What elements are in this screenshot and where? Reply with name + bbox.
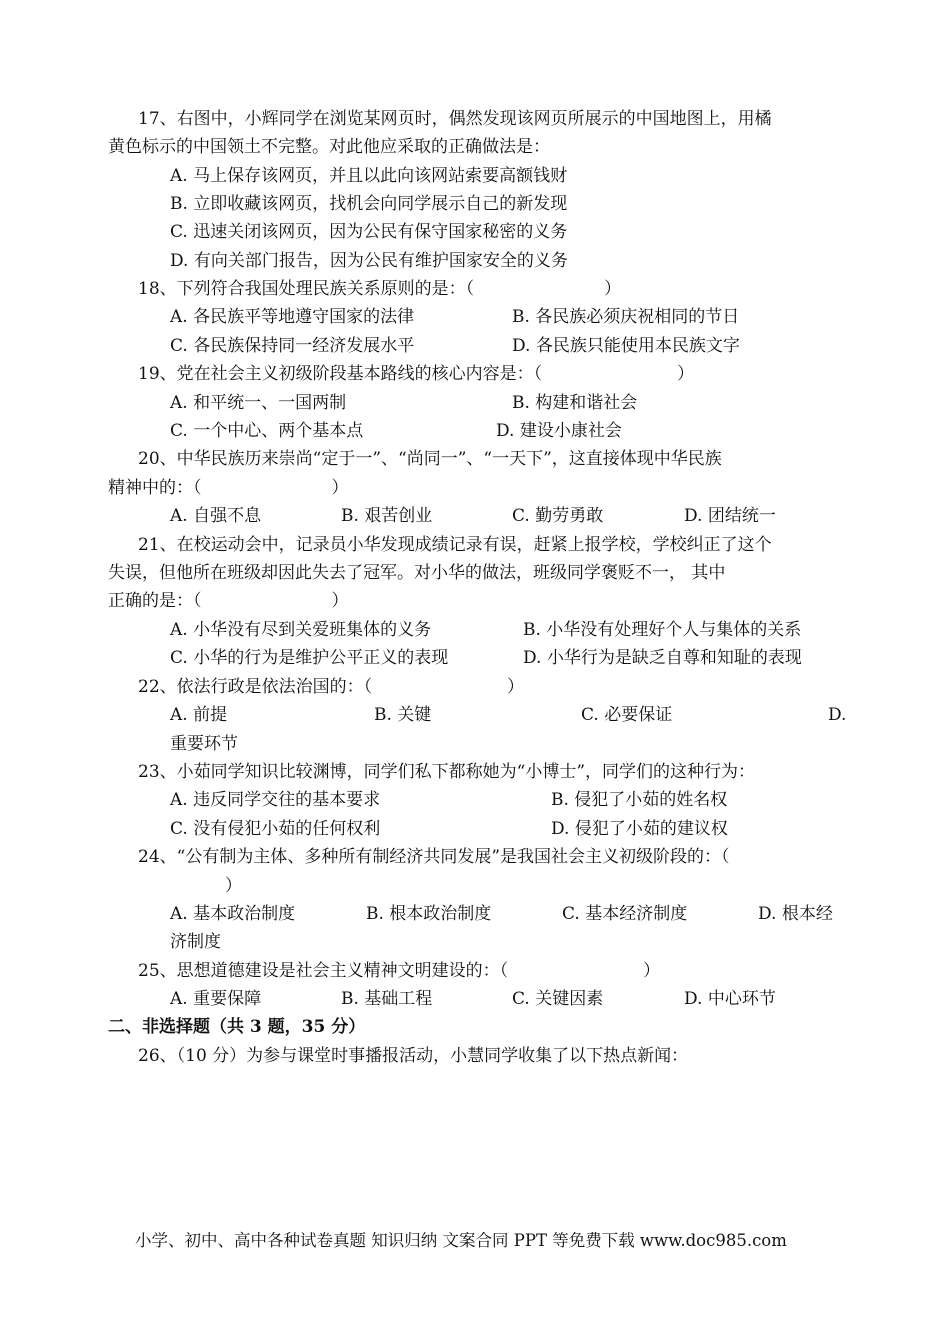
section-2-title: 二、非选择题（共 3 题，35 分） [108, 1017, 366, 1037]
q20-option-c: C. 勤劳勇敢 [512, 506, 604, 526]
q20-stem-line2 [108, 477, 349, 499]
q23-stem: 23、小茹同学知识比较渊博，同学们私下都称她为“小博士”，同学们的这种行为： [138, 762, 756, 782]
q25-option-d: D. 中心环节 [684, 989, 776, 1009]
q21-paren-close: ） [331, 591, 349, 611]
q20-paren-close: ） [331, 478, 349, 498]
q22-option-d-wrap: 重要环节 [170, 734, 238, 754]
q25-option-c: C. 关键因素 [512, 989, 604, 1009]
q21-stem-line1: 21、在校运动会中，记录员小华发现成绩记录有误，赶紧上报学校，学校纠正了这个 [138, 535, 772, 555]
q26-stem: 26、（10 分）为参与课堂时事播报活动，小慧同学收集了以下热点新闻： [138, 1046, 689, 1066]
q19-option-c: C. 一个中心、两个基本点 [170, 421, 364, 441]
q24-option-a: A. 基本政治制度 [170, 904, 296, 924]
q24-paren-close: ） [225, 876, 242, 896]
q24-option-d: D. 根本经 [758, 904, 833, 924]
q18-option-c: C. 各民族保持同一经济发展水平 [170, 336, 415, 356]
q19-stem [138, 363, 694, 385]
q17-option-a: A. 马上保存该网页，并且以此向该网站索要高额钱财 [170, 166, 568, 186]
q18-option-d: D. 各民族只能使用本民族文字 [512, 336, 740, 356]
q17-option-d: D. 有向关部门报告，因为公民有维护国家安全的义务 [170, 251, 568, 271]
q22-option-c: C. 必要保证 [581, 705, 673, 725]
q24-option-c: C. 基本经济制度 [562, 904, 688, 924]
q20-option-a: A. 自强不息 [170, 506, 262, 526]
q21-option-c: C. 小华的行为是维护公平正义的表现 [170, 648, 449, 668]
q23-option-c: C. 没有侵犯小茹的任何权利 [170, 819, 381, 839]
q18-option-b: B. 各民族必须庆祝相同的节日 [512, 307, 740, 327]
q18-paren-close: ） [604, 279, 622, 299]
q22-option-b: B. 关键 [374, 705, 432, 725]
q24-stem: 24、“公有制为主体、多种所有制经济共同发展”是我国社会主义初级阶段的：（ [138, 847, 730, 867]
q18-stem-text: 18、下列符合我国处理民族关系原则的是：（ [138, 279, 475, 299]
q20-option-d: D. 团结统一 [684, 506, 776, 526]
q23-option-a: A. 违反同学交往的基本要求 [170, 790, 381, 810]
q25-paren-close: ） [643, 961, 661, 981]
q21-option-a: A. 小华没有尽到关爱班集体的义务 [170, 620, 432, 640]
q23-option-b: B. 侵犯了小茹的姓名权 [551, 790, 728, 810]
q19-paren-close: ） [677, 364, 695, 384]
q21-option-b: B. 小华没有处理好个人与集体的关系 [523, 620, 802, 640]
q21-stem-line3 [108, 590, 349, 612]
q23-option-d: D. 侵犯了小茹的建议权 [551, 819, 728, 839]
q21-option-d: D. 小华行为是缺乏自尊和知耻的表现 [523, 648, 802, 668]
q20-stem-line1: 20、中华民族历来崇尚“定于一”、“尚同一”、“一天下”，这直接体现中华民族 [138, 449, 722, 469]
q21-stem-text: 正确的是：（ [108, 591, 202, 611]
q22-option-a: A. 前提 [170, 705, 228, 725]
q19-option-b: B. 构建和谐社会 [512, 393, 638, 413]
q24-option-d-wrap: 济制度 [170, 932, 221, 952]
q24-option-b: B. 根本政治制度 [366, 904, 492, 924]
q18-option-a: A. 各民族平等地遵守国家的法律 [170, 307, 415, 327]
q25-stem [138, 960, 660, 982]
q22-stem [138, 676, 524, 698]
page-footer: 小学、初中、高中各种试卷真题 知识归纳 文案合同 PPT 等免费下载 www.doc985.com [135, 1231, 787, 1250]
q17-option-c: C. 迅速关闭该网页，因为公民有保守国家秘密的义务 [170, 222, 568, 242]
q17-option-b: B. 立即收藏该网页，找机会向同学展示自己的新发现 [170, 194, 568, 214]
q25-stem-text: 25、思想道德建设是社会主义精神文明建设的：（ [138, 961, 509, 981]
q17-stem-line1: 17、右图中，小辉同学在浏览某网页时，偶然发现该网页所展示的中国地图上，用橘 [138, 109, 772, 129]
q19-option-d: D. 建设小康社会 [496, 421, 622, 441]
q19-stem-text: 19、党在社会主义初级阶段基本路线的核心内容是：（ [138, 364, 543, 384]
q20-stem-text: 精神中的：（ [108, 478, 202, 498]
q25-option-a: A. 重要保障 [170, 989, 262, 1009]
q21-stem-line2: 失误，但他所在班级却因此失去了冠军。对小华的做法，班级同学褒贬不一， 其中 [108, 563, 726, 583]
q17-stem-line2: 黄色标示的中国领土不完整。对此他应采取的正确做法是： [108, 137, 550, 157]
q18-stem [138, 278, 621, 300]
q22-option-d: D. [828, 705, 847, 725]
q20-option-b: B. 艰苦创业 [341, 506, 433, 526]
q25-option-b: B. 基础工程 [341, 989, 433, 1009]
q22-stem-text: 22、依法行政是依法治国的：（ [138, 677, 373, 697]
q19-option-a: A. 和平统一、一国两制 [170, 393, 347, 413]
q22-paren-close: ） [507, 677, 525, 697]
